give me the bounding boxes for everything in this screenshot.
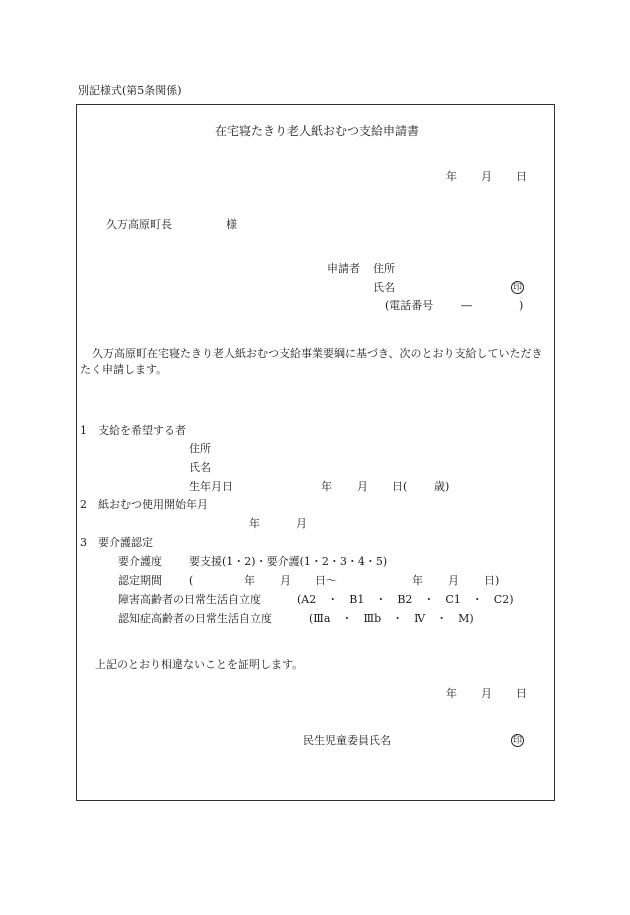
section1-year-label: 年 bbox=[321, 480, 332, 493]
section1-address-label: 住所 bbox=[189, 442, 211, 455]
certification-year-label: 年 bbox=[446, 687, 457, 700]
commissioner-seal-mark: 印 bbox=[512, 736, 522, 746]
request-body-text: 久万高原町在宅寝たきり老人紙おむつ支給事業要綱に基づき、次のとおり支給していただきたく申請します。 bbox=[80, 347, 543, 376]
care-level-options: 要支援(1・2)・要介護(1・2・3・4・5) bbox=[189, 555, 388, 568]
date-month-label: 月 bbox=[481, 170, 492, 183]
applicant-seal-mark: 印 bbox=[512, 283, 522, 293]
section1-birth-label: 生年月日 bbox=[189, 480, 233, 493]
care-level-label: 要介護度 bbox=[118, 555, 162, 568]
date-day-label: 日 bbox=[516, 170, 527, 183]
form-style-note: 別記様式(第5条関係) bbox=[78, 84, 182, 97]
section2-heading: 2 紙おむつ使用開始年月 bbox=[80, 498, 208, 511]
commissioner-name-label: 民生児童委員氏名 bbox=[303, 734, 391, 747]
applicant-phone-dash: ― bbox=[461, 299, 472, 312]
section1-heading: 1 支給を希望する者 bbox=[80, 424, 186, 437]
recipient-honorific: 様 bbox=[226, 218, 237, 231]
section1-name-label: 氏名 bbox=[189, 461, 211, 474]
period-open-paren: ( bbox=[189, 574, 194, 587]
period-label: 認定期間 bbox=[118, 574, 162, 587]
date-year-label: 年 bbox=[446, 170, 457, 183]
applicant-address-label: 住所 bbox=[373, 262, 395, 275]
period-year2-label: 年 bbox=[412, 574, 423, 587]
form-title: 在宅寝たきり老人紙おむつ支給申請書 bbox=[215, 124, 420, 138]
applicant-phone-close: ) bbox=[519, 299, 524, 312]
disability-independence-options: (A2 ・ B1 ・ B2 ・ C1 ・ C2) bbox=[297, 593, 514, 606]
section1-age-label: 歳) bbox=[434, 480, 450, 493]
period-month2-label: 月 bbox=[448, 574, 459, 587]
applicant-name-label: 氏名 bbox=[373, 281, 395, 294]
period-month1-label: 月 bbox=[280, 574, 291, 587]
disability-independence-label: 障害高齢者の日常生活自立度 bbox=[118, 593, 261, 606]
section2-year-label: 年 bbox=[249, 517, 260, 530]
dementia-independence-options: (Ⅲa ・ Ⅲb ・ Ⅳ ・ M) bbox=[309, 612, 474, 625]
applicant-label: 申請者 bbox=[327, 262, 360, 275]
section2-month-label: 月 bbox=[296, 517, 307, 530]
certification-text: 上記のとおり相違ないことを証明します。 bbox=[95, 658, 304, 671]
section3-heading: 3 要介護認定 bbox=[80, 536, 153, 549]
dementia-independence-label: 認知症高齢者の日常生活自立度 bbox=[118, 612, 272, 625]
certification-month-label: 月 bbox=[481, 687, 492, 700]
period-year1-label: 年 bbox=[244, 574, 255, 587]
applicant-phone-label: (電話番号 bbox=[385, 299, 434, 312]
period-day2-label: 日) bbox=[484, 574, 500, 587]
period-day1-label: 日～ bbox=[315, 574, 337, 587]
certification-day-label: 日 bbox=[516, 687, 527, 700]
section1-day-label: 日( bbox=[392, 480, 408, 493]
section1-month-label: 月 bbox=[357, 480, 368, 493]
recipient-name: 久万高原町長 bbox=[106, 218, 172, 231]
